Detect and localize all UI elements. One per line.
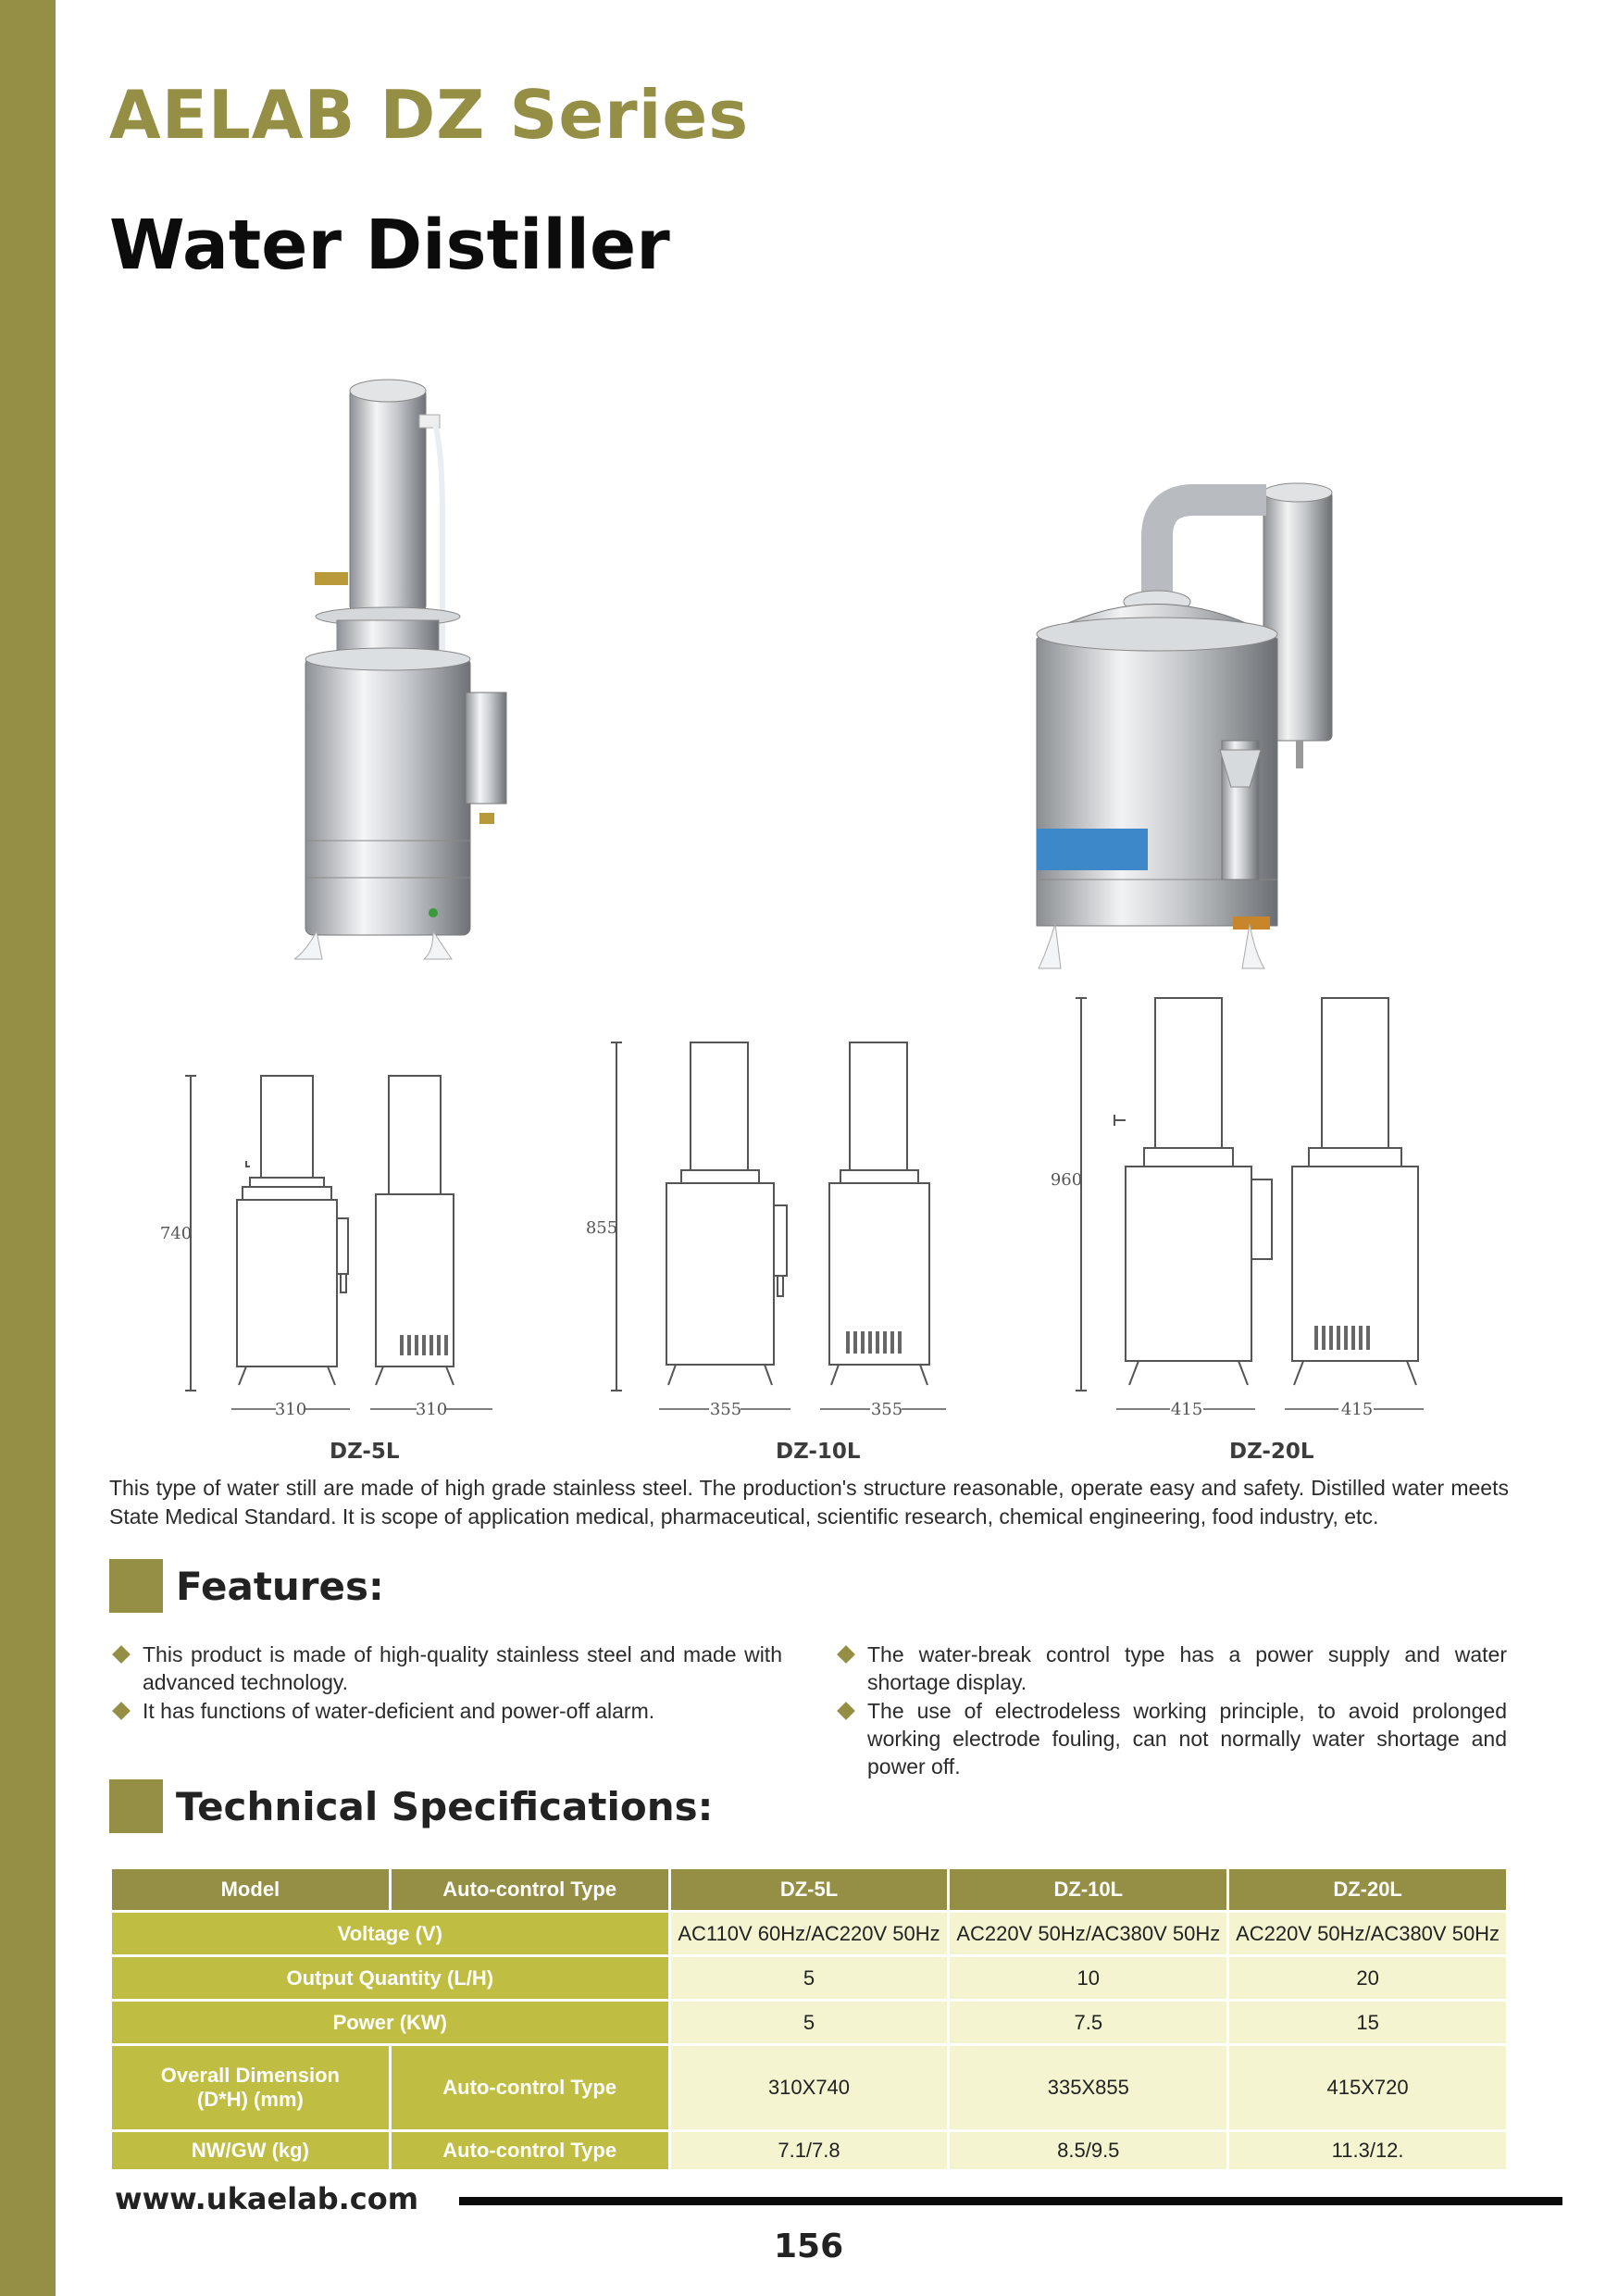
header-cell: DZ-5L xyxy=(671,1869,948,1910)
row-label: Voltage (V) xyxy=(112,1913,668,1954)
table-row xyxy=(112,2132,1506,2169)
website-link[interactable]: www.ukaelab.com xyxy=(115,2181,419,2216)
table-cell: 7.1/7.8 xyxy=(671,2132,948,2169)
diamond-bullet-icon xyxy=(112,1645,131,1664)
table-row xyxy=(112,2002,1506,2043)
header-cell: DZ-10L xyxy=(950,1869,1226,1910)
header-cell: DZ-20L xyxy=(1229,1869,1506,1910)
feature-item xyxy=(836,1697,1507,1780)
table-row xyxy=(112,2046,1506,2129)
dim-width-front-dz20l: 415 xyxy=(1170,1400,1203,1419)
section-marker xyxy=(109,1779,163,1833)
section-marker xyxy=(109,1559,163,1613)
header-cell: Model xyxy=(112,1869,389,1910)
feature-item xyxy=(111,1697,782,1725)
features-list-right xyxy=(836,1641,1507,1781)
features-list-left xyxy=(111,1641,782,1726)
dim-height-dz5l: 740 xyxy=(159,1224,193,1243)
model-label-dz20l: DZ-20L xyxy=(1229,1440,1314,1464)
model-label-dz5l: DZ-5L xyxy=(330,1440,400,1464)
table-cell: 7.5 xyxy=(950,2002,1226,2043)
specs-table xyxy=(109,1866,1509,2172)
page-number: 156 xyxy=(774,2227,844,2265)
footer-divider xyxy=(459,2197,1562,2205)
dim-width-front-dz5l: 310 xyxy=(274,1400,307,1419)
table-cell: AC110V 60Hz/AC220V 50Hz xyxy=(671,1913,948,1954)
diamond-bullet-icon xyxy=(112,1702,131,1720)
table-cell: 310X740 xyxy=(671,2046,948,2129)
feature-item xyxy=(836,1641,1507,1696)
dim-width-front-dz10l: 355 xyxy=(709,1400,742,1419)
table-cell: AC220V 50Hz/AC380V 50Hz xyxy=(950,1913,1226,1954)
dim-height-dz10l: 855 xyxy=(585,1218,618,1238)
diamond-bullet-icon xyxy=(837,1645,855,1664)
feature-item xyxy=(111,1641,782,1696)
table-cell: 10 xyxy=(950,1957,1226,1999)
table-cell: 335X855 xyxy=(950,2046,1226,2129)
table-cell: 20 xyxy=(1229,1957,1506,1999)
table-cell: 8.5/9.5 xyxy=(950,2132,1226,2169)
feature-text: The use of electrodeless working principle, to avoid prolonged working electrode fouling, can not normally water shortage and power off. xyxy=(867,1699,1507,1778)
product-photo-dz5l xyxy=(294,378,535,961)
row-sublabel: Auto-control Type xyxy=(392,2046,668,2129)
row-label: Power (KW) xyxy=(112,2002,668,2043)
side-accent-bar xyxy=(0,0,56,2296)
row-sublabel: Auto-control Type xyxy=(392,2132,668,2169)
header-cell: Auto-control Type xyxy=(392,1869,668,1910)
table-row xyxy=(112,1913,1506,1954)
feature-text: This product is made of high-quality stainless steel and made with advanced technology. xyxy=(143,1642,782,1694)
dim-width-side-dz10l: 355 xyxy=(870,1400,903,1419)
dimension-drawings xyxy=(157,991,1453,1472)
table-cell: 415X720 xyxy=(1229,2046,1506,2129)
row-label: Output Quantity (L/H) xyxy=(112,1957,668,1999)
table-header-row xyxy=(112,1869,1506,1910)
features-heading xyxy=(109,1559,384,1613)
dim-width-side-dz20l: 415 xyxy=(1340,1400,1374,1419)
table-cell: 15 xyxy=(1229,2002,1506,2043)
table-cell: AC220V 50Hz/AC380V 50Hz xyxy=(1229,1913,1506,1954)
diamond-bullet-icon xyxy=(837,1702,855,1720)
row-label: Overall Dimension (D*H) (mm) xyxy=(112,2046,389,2129)
product-photo-dz20l xyxy=(1018,481,1370,972)
table-cell: 11.3/12. xyxy=(1229,2132,1506,2169)
table-cell: 5 xyxy=(671,2002,948,2043)
series-title: AELAB DZ Series xyxy=(109,76,750,154)
row-label: NW/GW (kg) xyxy=(112,2132,389,2169)
dim-width-side-dz5l: 310 xyxy=(415,1400,448,1419)
dim-height-dz20l: 960 xyxy=(1050,1170,1083,1190)
feature-text: The water-break control type has a power supply and water shortage display. xyxy=(867,1642,1507,1694)
product-title: Water Distiller xyxy=(109,206,670,285)
model-label-dz10l: DZ-10L xyxy=(776,1440,861,1464)
specs-heading xyxy=(109,1779,713,1833)
table-cell: 5 xyxy=(671,1957,948,1999)
features-title: Features: xyxy=(176,1563,384,1609)
product-description: This type of water still are made of high grade stainless steel. The production's structure reasonable, operate easy and safety. Distilled water meets State Medical Standard. It is scope of application medical, pharmaceutical, scientific research, chemical engineering, food industry, etc. xyxy=(109,1476,1509,1529)
table-row xyxy=(112,1957,1506,1999)
specs-title: Technical Specifications: xyxy=(176,1783,714,1829)
feature-text: It has functions of water-deficient and power-off alarm. xyxy=(143,1699,655,1723)
